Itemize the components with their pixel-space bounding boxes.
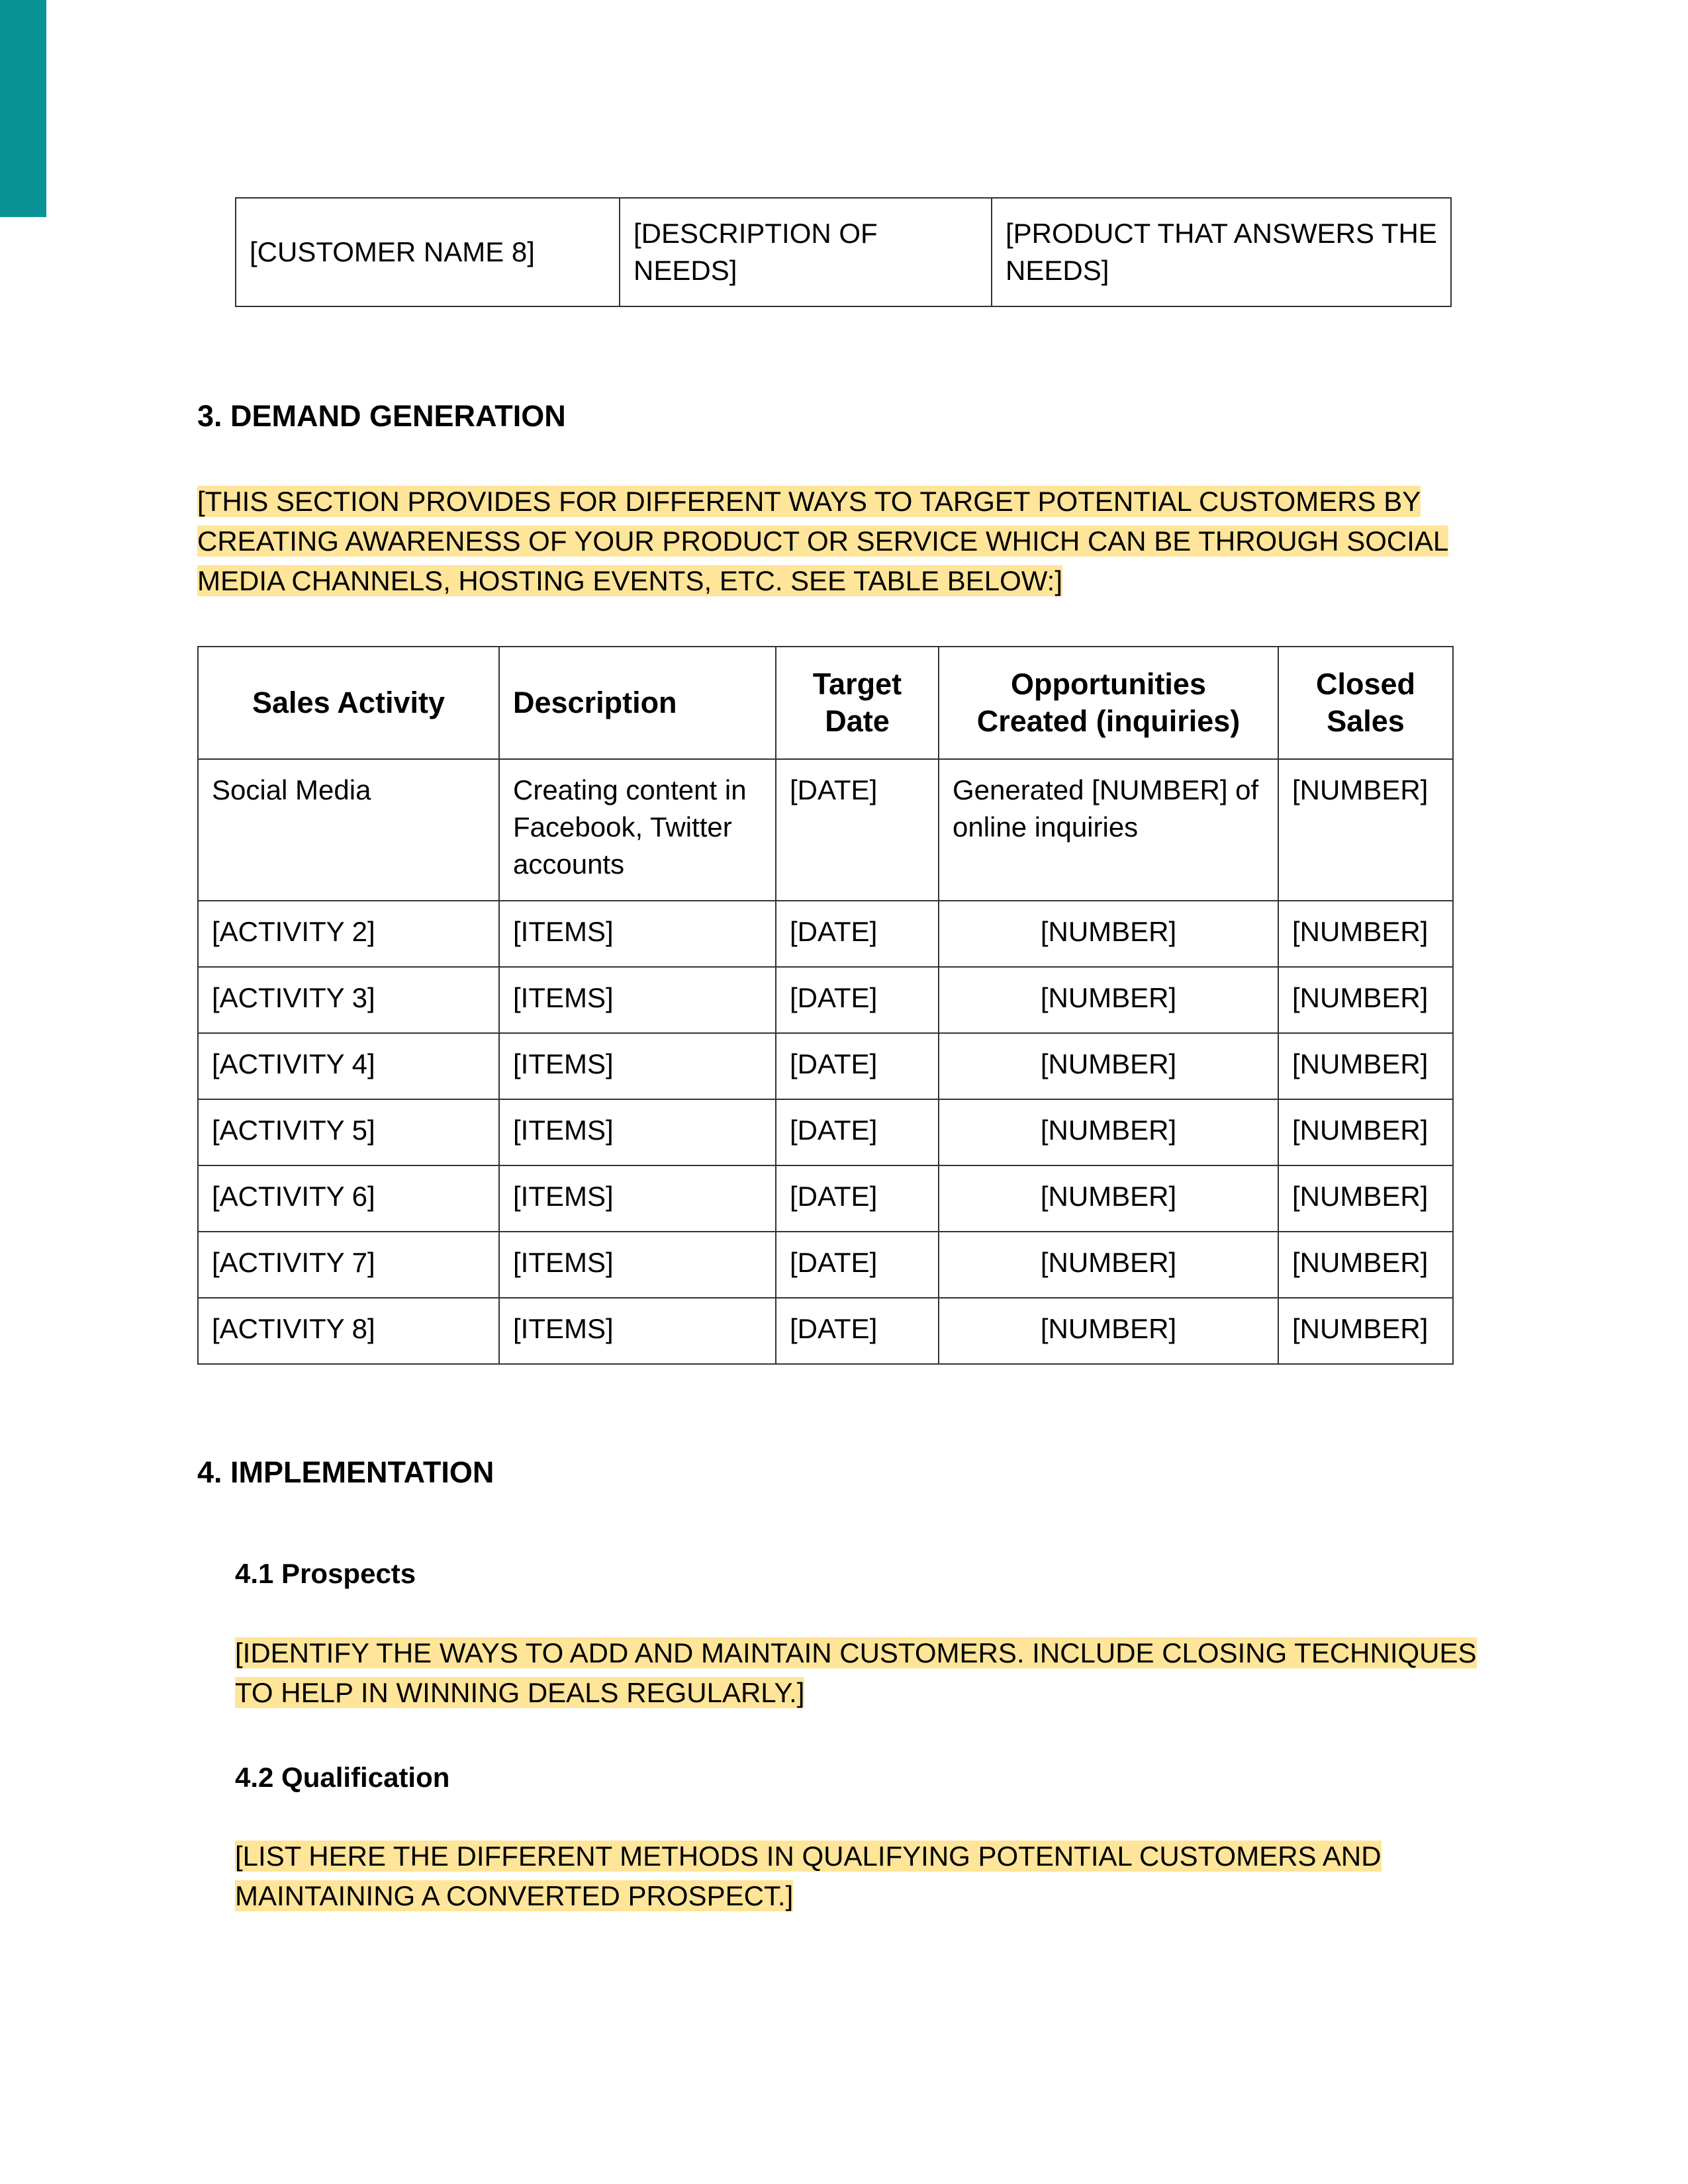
opportunities-cell: [NUMBER] <box>939 1232 1278 1298</box>
table-row <box>236 198 1451 306</box>
header-description: Description <box>499 647 776 759</box>
description-cell: Creating content in Facebook, Twitter accounts <box>499 759 776 901</box>
description-cell: [ITEMS] <box>499 967 776 1033</box>
closed-sales-cell: [NUMBER] <box>1278 901 1453 967</box>
header-sales-activity: Sales Activity <box>198 647 499 759</box>
opportunities-cell: [NUMBER] <box>939 1298 1278 1364</box>
closed-sales-cell: [NUMBER] <box>1278 967 1453 1033</box>
table-row <box>198 1099 1453 1165</box>
section-4-1-paragraph-text: [IDENTIFY THE WAYS TO ADD AND MAINTAIN CUSTOMERS. INCLUDE CLOSING TECHNIQUES TO HELP IN WINNING DEALS REGULARLY.] <box>235 1637 1477 1708</box>
table-row <box>198 1033 1453 1099</box>
needs-description-cell: [DESCRIPTION OF NEEDS] <box>620 198 992 306</box>
activity-cell: [ACTIVITY 8] <box>198 1298 499 1364</box>
customer-name-cell: [CUSTOMER NAME 8] <box>236 198 620 306</box>
opportunities-cell: Generated [NUMBER] of online inquiries <box>939 759 1278 901</box>
date-cell: [DATE] <box>776 1099 939 1165</box>
activity-cell: [ACTIVITY 4] <box>198 1033 499 1099</box>
section-3-paragraph-text: [THIS SECTION PROVIDES FOR DIFFERENT WAYS TO TARGET POTENTIAL CUSTOMERS BY CREATING AWARENESS OF YOUR PRODUCT OR SERVICE WHICH CAN BE THROUGH SOCIAL MEDIA CHANNELS, HOSTING EVENTS, ETC. SEE TABLE BELOW:] <box>197 486 1449 596</box>
closed-sales-cell: [NUMBER] <box>1278 1298 1453 1364</box>
activity-cell: [ACTIVITY 6] <box>198 1165 499 1232</box>
section-4-1-heading: 4.1 Prospects <box>235 1558 416 1589</box>
section-4-2-paragraph <box>235 1837 1479 1916</box>
date-cell: [DATE] <box>776 1298 939 1364</box>
accent-bar <box>0 0 46 217</box>
table-row <box>198 759 1453 901</box>
description-cell: [ITEMS] <box>499 1099 776 1165</box>
closed-sales-cell: [NUMBER] <box>1278 1165 1453 1232</box>
activity-cell: [ACTIVITY 3] <box>198 967 499 1033</box>
closed-sales-cell: [NUMBER] <box>1278 1099 1453 1165</box>
description-cell: [ITEMS] <box>499 1298 776 1364</box>
demand-generation-table <box>197 646 1454 1365</box>
opportunities-cell: [NUMBER] <box>939 1099 1278 1165</box>
section-3-paragraph <box>197 482 1455 601</box>
header-closed-sales: Closed Sales <box>1278 647 1453 759</box>
date-cell: [DATE] <box>776 901 939 967</box>
header-target-date: Target Date <box>776 647 939 759</box>
description-cell: [ITEMS] <box>499 1033 776 1099</box>
header-opportunities-created: Opportunities Created (inquiries) <box>939 647 1278 759</box>
activity-cell: [ACTIVITY 2] <box>198 901 499 967</box>
opportunities-cell: [NUMBER] <box>939 967 1278 1033</box>
closed-sales-cell: [NUMBER] <box>1278 1033 1453 1099</box>
closed-sales-cell: [NUMBER] <box>1278 759 1453 901</box>
opportunities-cell: [NUMBER] <box>939 1033 1278 1099</box>
date-cell: [DATE] <box>776 1232 939 1298</box>
section-4-1-paragraph <box>235 1633 1479 1713</box>
section-4-2-heading: 4.2 Qualification <box>235 1762 450 1793</box>
date-cell: [DATE] <box>776 759 939 901</box>
customer-needs-table <box>235 197 1452 307</box>
activity-cell: [ACTIVITY 5] <box>198 1099 499 1165</box>
product-cell: [PRODUCT THAT ANSWERS THE NEEDS] <box>992 198 1451 306</box>
closed-sales-cell: [NUMBER] <box>1278 1232 1453 1298</box>
section-4-2-paragraph-text: [LIST HERE THE DIFFERENT METHODS IN QUALIFYING POTENTIAL CUSTOMERS AND MAINTAINING A CONVERTED PROSPECT.] <box>235 1841 1382 1911</box>
table-row <box>198 1298 1453 1364</box>
description-cell: [ITEMS] <box>499 901 776 967</box>
table-row <box>198 901 1453 967</box>
date-cell: [DATE] <box>776 1033 939 1099</box>
activity-cell: [ACTIVITY 7] <box>198 1232 499 1298</box>
section-3-heading: 3. DEMAND GENERATION <box>197 399 566 433</box>
description-cell: [ITEMS] <box>499 1165 776 1232</box>
date-cell: [DATE] <box>776 1165 939 1232</box>
table-row <box>198 1165 1453 1232</box>
description-cell: [ITEMS] <box>499 1232 776 1298</box>
opportunities-cell: [NUMBER] <box>939 901 1278 967</box>
section-4-heading: 4. IMPLEMENTATION <box>197 1455 494 1489</box>
table-row <box>198 1232 1453 1298</box>
table-row <box>198 967 1453 1033</box>
table-header-row <box>198 647 1453 759</box>
date-cell: [DATE] <box>776 967 939 1033</box>
activity-cell: Social Media <box>198 759 499 901</box>
opportunities-cell: [NUMBER] <box>939 1165 1278 1232</box>
